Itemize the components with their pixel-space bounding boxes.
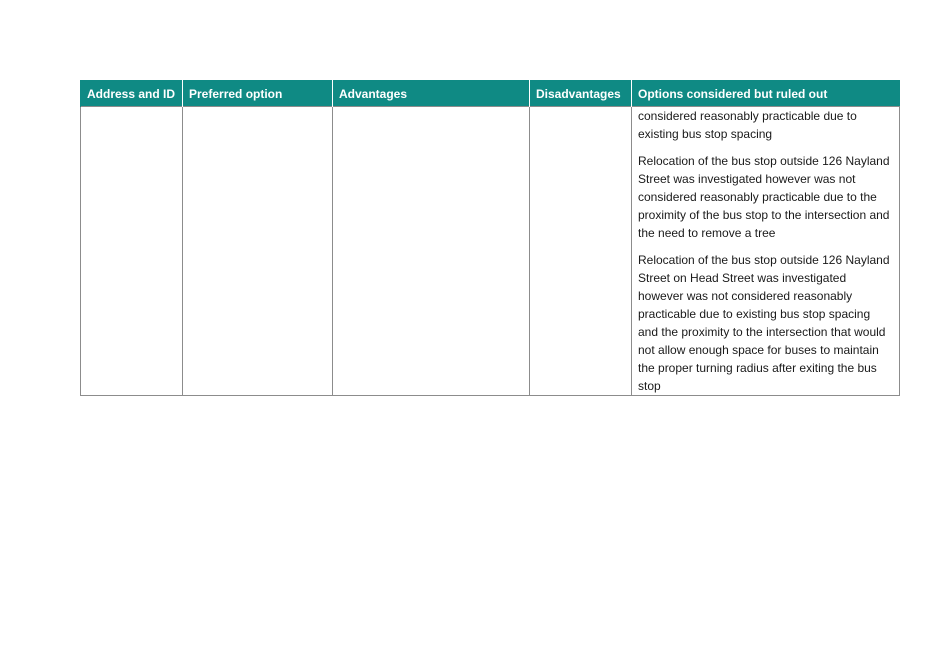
- cell-address-and-id: [81, 107, 183, 396]
- header-address-and-id: Address and ID: [81, 80, 183, 107]
- cell-disadvantages: [530, 107, 632, 396]
- table-header-row: [81, 80, 900, 107]
- cell-advantages: [333, 107, 530, 396]
- ruled-out-paragraph: considered reasonably practicable due to existing bus stop spacing: [638, 109, 857, 141]
- cell-preferred-option: [183, 107, 333, 396]
- ruled-out-paragraph: Relocation of the bus stop outside 126 Nayland Street on Head Street was investigated however was not considered reasonably practicable due to existing bus stop spacing and the proximity to the intersection that would not allow enough space for buses to maintain the proper turning radius after exiting the bus stop: [638, 253, 890, 393]
- header-options-ruled-out: Options considered but ruled out: [632, 80, 900, 107]
- header-preferred-option: Preferred option: [183, 80, 333, 107]
- cell-options-ruled-out: [632, 107, 900, 396]
- table-row: [81, 107, 900, 396]
- header-disadvantages: Disadvantages: [530, 80, 632, 107]
- ruled-out-paragraph: Relocation of the bus stop outside 126 Nayland Street was investigated however was not considered reasonably practicable due to the proximity of the bus stop to the intersection and the need to remove a tree: [638, 154, 890, 240]
- options-table: [80, 80, 900, 396]
- header-advantages: Advantages: [333, 80, 530, 107]
